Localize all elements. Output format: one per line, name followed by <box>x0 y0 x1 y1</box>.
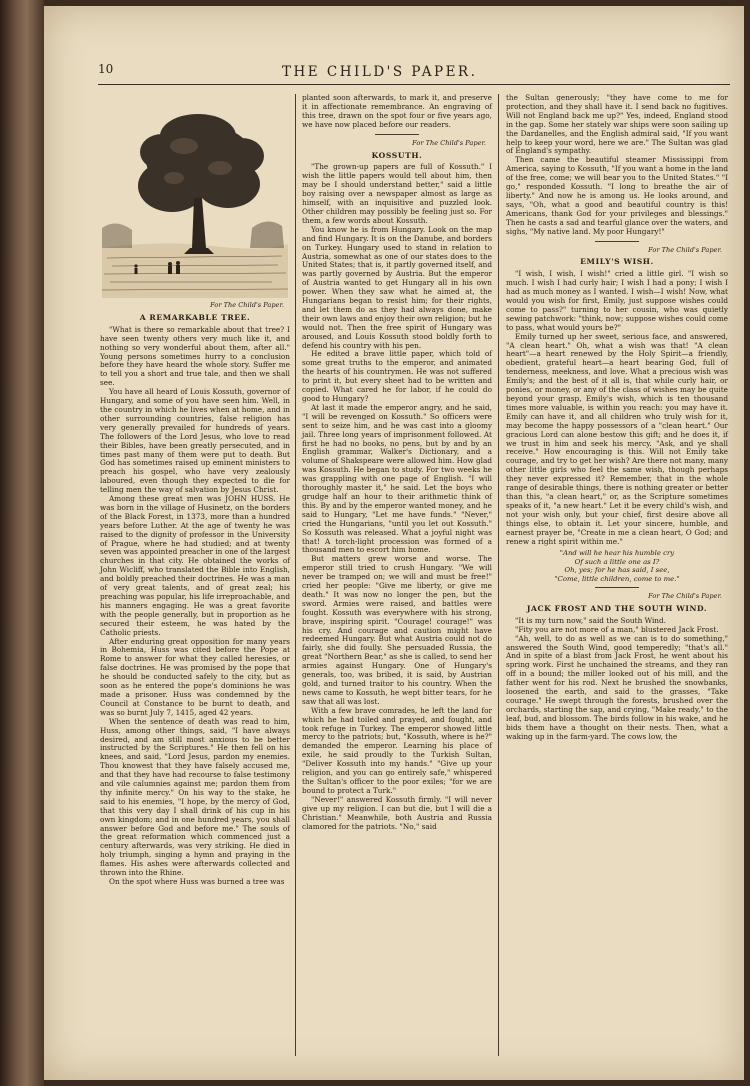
article-heading: A REMARKABLE TREE. <box>139 312 251 322</box>
article-paragraph: You know he is from Hungary. Look on the map and find Hungary. It is on the Danube, and borders on Turkey. Hungary used to stand in relation to Austria, somewhat as one of our states does to the United States; that is, it partly governed itself, and was partly governed by Austria. But the emperor of Austria wanted to get Hungary all in his own power. When they saw what he aimed at, the Hungarians began to resist him; for their rights, and let them do as they had always done, make their own laws and enjoy their own religion; but he would not. Then the free spirit of Hungary was aroused, and Louis Kossuth stood boldly forth to defend his country with his pen. <box>302 224 492 350</box>
tree-engraving <box>102 98 288 298</box>
masthead-title: THE CHILD'S PAPER. <box>282 64 478 80</box>
article-paragraph: Then came the beautiful steamer Mississippi from America, saying to Kossuth, "If you want a home in the land of the free, come; we will bear you to the United States." "I go," responded Kossuth. "I long to breathe the air of liberty." And now he is among us. He looks around, and says, "Oh, what a good and beautiful country is this! Americans, thank God for your privileges and blessings." Then he casts a sad and tearful glance over the waters, and sighs, "My native land. My poor Hungary!" <box>506 155 728 236</box>
verse-line: Of such a little one as I? <box>574 557 660 566</box>
image-credit: For The Child's Paper. <box>210 301 284 309</box>
article-paragraph: Among these great men was JOHN HUSS. He was born in the village of Husinetz, on the borders of the Black Forest, in 1373, more than a hundred years before Luther. At the age of twenty he was raised to the dignity of professor in the University of Prague, where he had studied; and at twenty seven was appointed preacher in one of the largest churches in that city. He obtained the works of John Wicliff, who translated the Bible into English, and boldly preached their doctrines. He was a man of very great talents, and of great zeal; his preaching was popular, his life irreproachable, and his manners engaging. He was a great favorite with the people generally, but in proportion as he secured their esteem, he was hated by the Catholic priests. <box>100 494 290 637</box>
section-rule <box>595 587 639 588</box>
article-paragraph: "It is my turn now," said the South Wind. <box>515 615 666 625</box>
column-2 <box>302 94 492 831</box>
column-3 <box>506 94 728 742</box>
header-rule <box>98 84 730 85</box>
newspaper-page <box>44 6 744 1080</box>
column-rule <box>295 94 296 1056</box>
article-paragraph: When the sentence of death was read to him, Huss, among other things, said, "I have always desired, and am still most anxious to be better instructed by the Scriptures." He then fell on his knees, and said, "Lord Jesus, pardon my enemies. Thou knowest that they have falsely accused me, and that they have had recourse to false testimony and vile calumnies against me; pardon them from thy infinite mercy." On his way to the stake, he said to his enemies, "I hope, by the mercy of God, that this very day I shall drink of his cup in his own kingdom; and in one hundred years, you shall answer before God and before me." The souls of the great reformation which commenced just a century afterwards, was very striking. He died in holy triumph, singing a hymn and praying in the flames. His ashes were afterwards collected and thrown into the Rhine. <box>100 716 290 878</box>
article-credit: For The Child's Paper. <box>412 138 486 147</box>
article-paragraph: With a few brave comrades, he left the land for which he had toiled and prayed, and fought, and took refuge in Turkey. The emperor showed little mercy to the patriots; but, "Kossuth, where is he?" demanded the emperor. Learning his place of exile, he said proudly to the Turkish Sultan, "Deliver Kossuth into my hands." "Give up your religion, and you can go entirely safe," whispered the Sultan's officer to the poor exiles; "for we are bound to protect a Turk." <box>302 705 492 795</box>
verse-block <box>506 549 728 583</box>
article-paragraph: "I wish, I wish, I wish!" cried a little girl. "I wish so much. I wish I had curly hair; I wish I had a pony; I wish I had as much money as I wanted. I wish—I wish! Now, what would you wish for first, Emily, just suppose wishes could come to pass?" turning to her cousin, who was quietly sewing patchwork: "think, now; suppose wishes could come to pass, what would yours be?" <box>506 269 728 332</box>
article-paragraph: On the spot where Huss was burned a tree was <box>109 877 285 886</box>
article-heading: EMILY'S WISH. <box>580 257 654 267</box>
verse-line: "Come, little children, come to me." <box>554 574 680 583</box>
article-heading: KOSSUTH. <box>371 150 423 160</box>
article-paragraph: "Never!" answered Kossuth firmly. "I will never give up my religion. I can but die, but I will die a Christian." Meanwhile, both Austria and Russia clamored for the patriots. "No," said <box>302 794 492 831</box>
article-paragraph: "What is there so remarkable about that tree? I have seen twenty others very much like it, and nothing so very wonderful about them, after all." Young persons sometimes hurry to a conclusion before they have heard the whole story. Suffer me to tell you a short and true tale, and then we shall see. <box>100 324 290 388</box>
article-paragraph: At last it made the emperor angry, and he said, "I will be revenged on Kossuth." So officers were sent to seize him, and he was cast into a gloomy jail. Three long years of imprisonment followed. At first he had no books, no pens, but by and by an English grammar, Walker's Dictionary, and a volume of Shakspeare were allowed him. How glad was Kossuth. He began to study. For two weeks he was grappling with one page of English. "I will thoroughly master it," he said. Let the boys who grudge half an hour to their arithmetic think of this. By and by the emperor wanted money, and he said to Hungary, "Let me have funds." "Never," cried the Hungarians, "until you let out Kossuth." So Kossuth was released. What a joyful night was that! A torch-light procession was formed of a thousand men to escort him home. <box>302 402 492 555</box>
page-number: 10 <box>98 62 114 76</box>
article-paragraph: After enduring great opposition for many years in Bohemia, Huss was cited before the Pope at Rome to answer for what they called heresies, or false doctrines. He was promised by the pope that he should be conducted safely to the city, but as soon as he entered the pope's dominions he was made a prisoner. Huss was condemned by the Council at Constance to be burnt to death, and was so burnt July 7, 1415, aged 42 years. <box>100 636 290 717</box>
book-binding <box>0 0 44 1086</box>
article-paragraph: But matters grew worse and worse. The emperor still tried to crush Hungary. "We will never be tramped on; we will and must be free!" cried her people: "Give me liberty, or give me death." It was now no longer the pen, but the sword. Armies were raised, and battles were fought. Kossuth was everywhere with his strong, brave, inspiring spirit. "Courage! courage!" was his cry. And courage and caution might have redeemed Hungary. But what Austria could not do fairly, she did foully. She persuaded Russia, the great "Northern Bear," as she is called, to send her armies against Hungary. One of Hungary's generals, too, was bribed, it is said, by Austrian gold, and turned traitor to his country. When the news came to Kossuth, he wept bitter tears, for he saw that all was lost. <box>302 554 492 706</box>
article-paragraph: planted soon afterwards, to mark it, and preserve it in affectionate remembrance. An engraving of this tree, drawn on the spot four or five years ago, we have now placed before our readers. <box>302 93 492 129</box>
column-1 <box>100 98 290 887</box>
article-paragraph: "Fity you are not more of a man," blustered Jack Frost. <box>515 624 719 634</box>
section-rule <box>595 241 639 242</box>
article-paragraph: You have all heard of Louis Kossuth, governor of Hungary, and some of you have seen him. Well, in the country in which he lives when at home, and in other surrounding countries, false religion has very generally prevailed for hundreds of years. The followers of the Lord Jesus, who love to read their Bibles, have been greatly persecuted, and in times past many of them were put to death. But God has sometimes raised up eminent ministers to preach his gospel, who have very zealously laboured, even though they expected to die for telling men the way of salvation by Jesus Christ. <box>100 387 290 495</box>
article-paragraph: "Ah, well, to do as well as we can is to do something," answered the South Wind, good temperedly; "that's all." And in spite of a blast from Jack Frost, he went about his spring work. First he unchained the streams, and they ran off in a bound; the miller looked out of his mill, and the father went for his rod. Next he brushed the snowbanks, loosened the earth, and said to the grasses, "Take courage." He swept through the forests, brushed over the orchards, starting the sap, and crying, "Make ready," to the leaf, bud, and blossom. The birds follow in his wake, and he bids them have a thought on their nests. Then, what a waking up in the farm-yard. The cows low, the <box>506 633 728 741</box>
verse-line: Oh, yes; for he has said, I see, <box>564 566 670 575</box>
verse-line: "And will he hear his humble cry <box>559 549 675 558</box>
article-heading: JACK FROST AND THE SOUTH WIND. <box>526 603 708 613</box>
article-paragraph: the Sultan generously; "they have come to me for protection, and they shall have it. I send back no fugitives. Will not England back me up?" Yes, indeed, England stood in the gap. Some her stately war ships were soon sailing up the Dardanelles, and the English admiral said, "If you want help to keep your word, here we are." The Sultan was glad of England's sympathy. <box>506 93 728 156</box>
article-paragraph: "The grown-up papers are full of Kossuth." I wish the little papers would tell about him, then may be I should understand better," said a little boy raising over a newspaper almost as large as himself, with an inquisitive and puzzled look. Other children may possibly be feeling just so. For them, a few words about Kossuth. <box>302 162 492 225</box>
article-paragraph: He edited a brave little paper, which told of some great truths to the emperor, and animated the hearts of his countrymen. He was not suffered to print it, but every sheet had to be written and copied. What cared he for labor, if he could do good to Hungary? <box>302 349 492 403</box>
article-credit: For The Child's Paper. <box>648 245 722 254</box>
article-credit: For The Child's Paper. <box>648 592 722 601</box>
article-paragraph: Emily turned up her sweet, serious face, and answered, "A clean heart." Oh, what a wish was that! "A clean heart"—a heart renewed by the Holy Spirit—a friendly, obedient, grateful heart—a heart bearing God, full of tenderness, meekness, and love. What a precious wish was Emily's; and the best of it all is, that while curly hair, or ponies, or money, or any of the class of wishes may be quite beyond your grasp, Emily's wish, which is ten thousand times more valuable, is within you reach: you may have it. Emily can have it, and all children who truly wish for it, may become the happy possessors of a "clean heart." Our gracious Lord can alone bestow this gift; and he does it, if we trust in him and seek his mercy. "Ask, and ye shall receive." How encouraging is this. Will not Emily take courage, and try to get her wish? Are there not many, many other little girls who feel the same wish, though perhaps they never expressed it? Remember, that in the whole range of desirable things, there is nothing greater or better than this, "a clean heart," or, as the Scripture sometimes speaks of it, "a new heart." Let it be every child's wish, and not your wish only, but your chief, first desire above all things else, to obtain it. Let your sincere, humble, and earnest prayer be, "Create in me a clean heart, O God; and renew a right spirit within me." <box>506 331 728 546</box>
section-rule <box>375 134 419 135</box>
column-rule <box>498 94 499 1056</box>
